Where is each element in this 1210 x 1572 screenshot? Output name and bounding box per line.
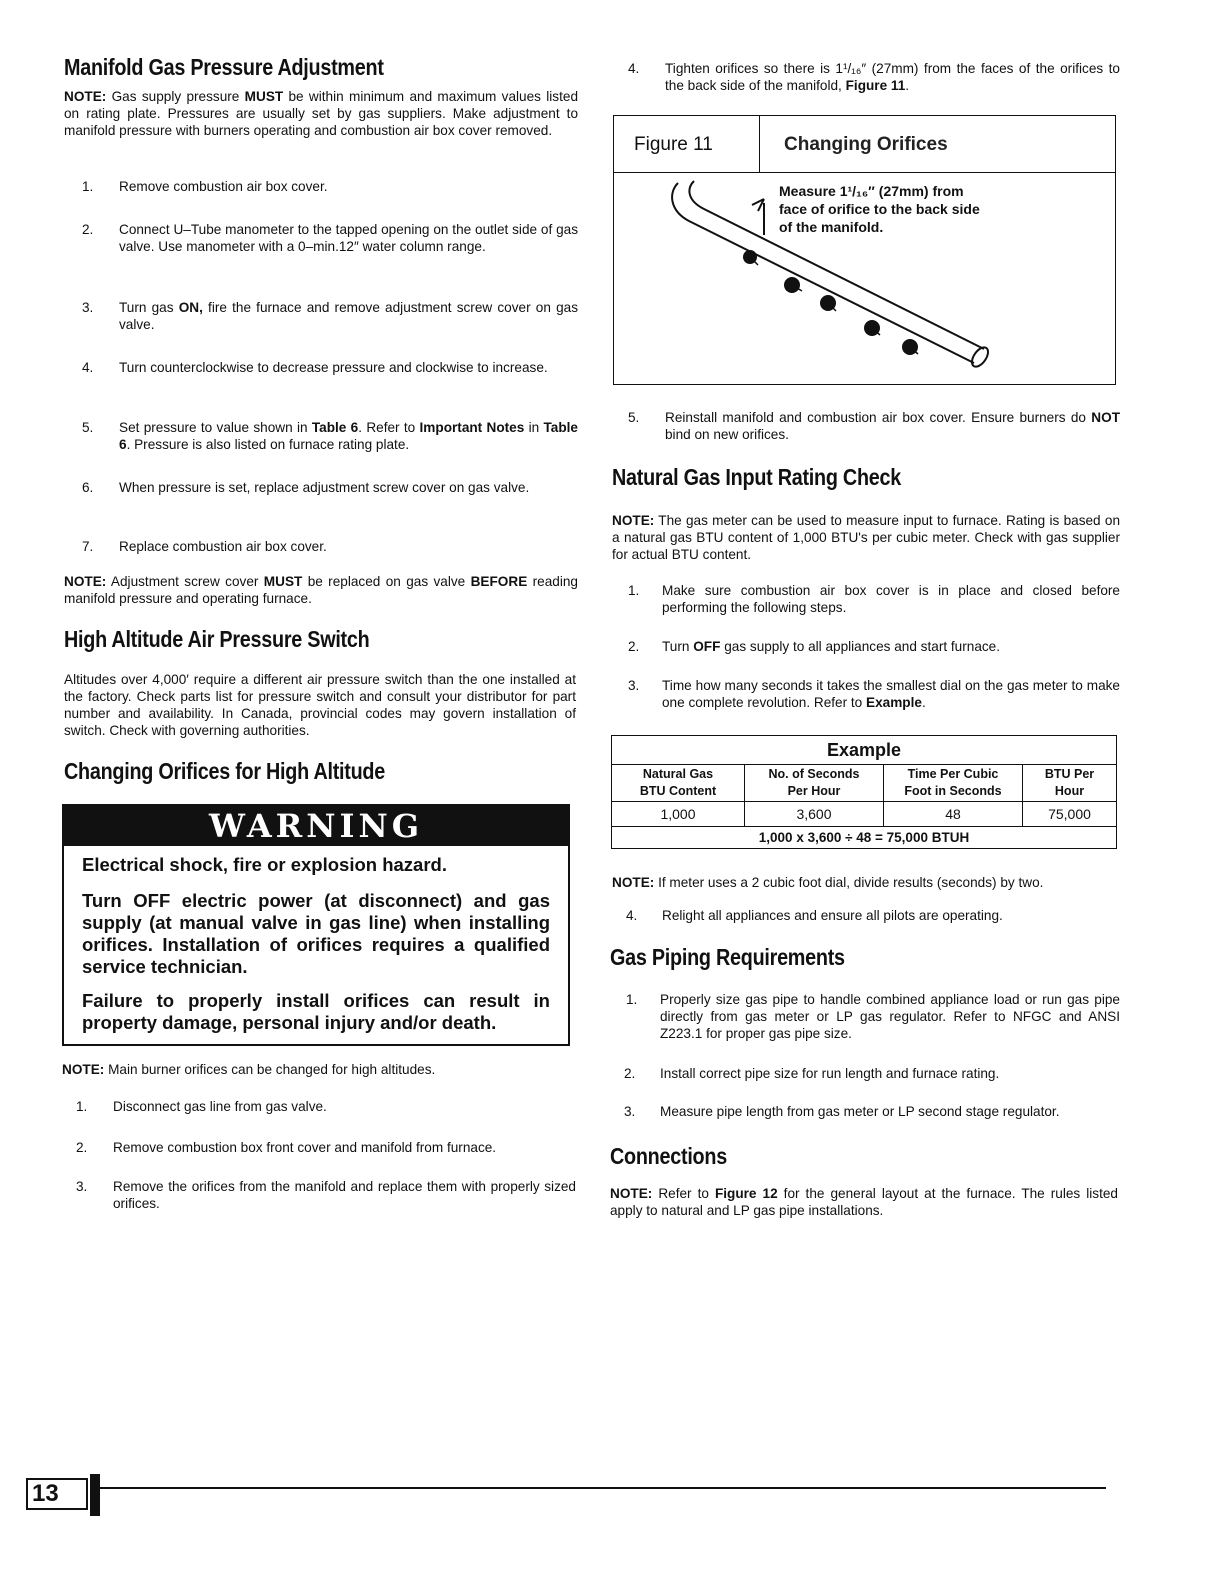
warning-banner: WARNING	[64, 806, 568, 846]
table-header: No. of Seconds Per Hour	[745, 765, 884, 802]
connections-note: NOTE: Refer to Figure 12 for the general layout at the furnace. The rules listed apply to natural and LP gas pipe installations.	[610, 1186, 1118, 1218]
table-cell: 1,000	[612, 802, 745, 827]
heading-high-altitude-switch: High Altitude Air Pressure Switch	[64, 626, 370, 652]
altitude-switch-text: Altitudes over 4,000′ require a different air pressure switch than the one installed at the factory. Check parts list for pressure switch and consult your distributor for part number and availability. In Canada, provincial codes may govern installation of switch. Check with governing authorities.	[64, 672, 576, 738]
heading-manifold-gas-pressure: Manifold Gas Pressure Adjustment	[64, 54, 384, 80]
table-row	[612, 802, 1117, 827]
figure-label: Figure 11	[614, 116, 760, 173]
table-header: Natural Gas BTU Content	[612, 765, 745, 802]
heading-gas-piping: Gas Piping Requirements	[610, 944, 845, 970]
warning-instruction: Turn OFF electric power (at disconnect) and gas supply (at manual valve in gas line) when installing orifices. Installation of orifices requires a qualified service technician.	[82, 890, 550, 977]
heading-rating-check: Natural Gas Input Rating Check	[612, 464, 902, 490]
figure-title: Changing Orifices	[760, 116, 1115, 173]
table-header: Time Per Cubic Foot in Seconds	[884, 765, 1023, 802]
table-cell: 48	[884, 802, 1023, 827]
orifices-note: NOTE: Main burner orifices can be changed for high altitudes.	[62, 1062, 436, 1077]
heading-connections: Connections	[610, 1143, 727, 1169]
table-cell: 75,000	[1023, 802, 1117, 827]
figure-11	[613, 115, 1116, 385]
warning-box	[62, 804, 570, 1046]
example-table	[611, 735, 1117, 849]
warning-hazard: Electrical shock, fire or explosion hazard.	[82, 854, 447, 875]
page-number: 13	[26, 1478, 88, 1510]
heading-changing-orifices: Changing Orifices for High Altitude	[64, 758, 386, 784]
table-header: BTU Per Hour	[1023, 765, 1117, 802]
footer-rule	[100, 1487, 1106, 1489]
rating-check-note-2: NOTE: If meter uses a 2 cubic foot dial, divide results (seconds) by two.	[612, 875, 1044, 890]
rating-check-note: NOTE: The gas meter can be used to measure input to furnace. Rating is based on a natural gas BTU content of 1,000 BTU's per cubic meter. Check with gas supplier for actual BTU content.	[612, 513, 1120, 562]
warning-consequence: Failure to properly install orifices can result in property damage, personal injury and/or death.	[82, 990, 550, 1033]
manifold-note-2: NOTE: Adjustment screw cover MUST be replaced on gas valve BEFORE reading manifold pressure and operating furnace.	[64, 574, 578, 606]
table-cell: 3,600	[745, 802, 884, 827]
example-table-title: Example	[612, 736, 1117, 765]
manifold-note: NOTE: Gas supply pressure MUST be within minimum and maximum values listed on rating plate. Pressures are usually set by gas suppliers. Make adjustment to manifold pressure with burners operating and combustion air box cover removed.	[64, 89, 578, 138]
figure-caption: Measure 1¹/₁₆″ (27mm) from face of orifice to the back side of the manifold.	[779, 183, 980, 235]
page-number-bar	[90, 1474, 100, 1516]
table-calculation: 1,000 x 3,600 ÷ 48 = 75,000 BTUH	[612, 827, 1117, 849]
